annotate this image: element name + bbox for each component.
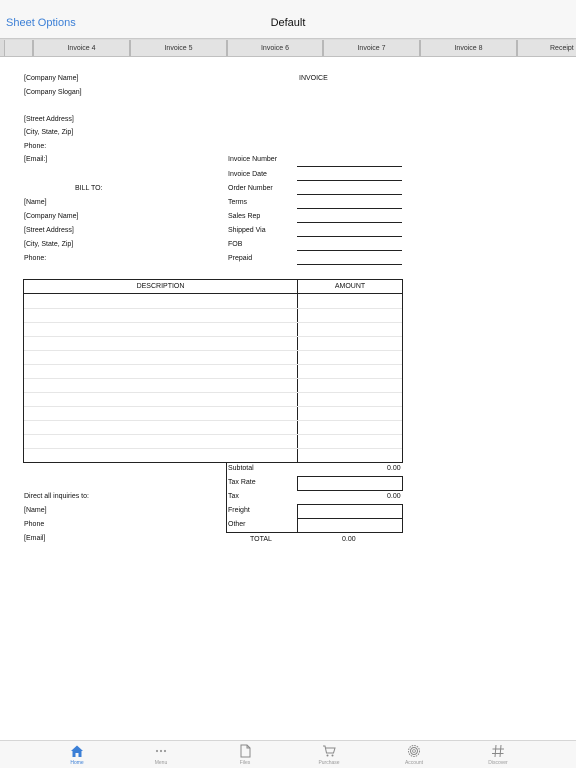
tabbar-files-label: Files	[239, 760, 251, 766]
bill-to-name[interactable]: [Name]	[24, 199, 47, 206]
tabbar-files[interactable]	[215, 744, 275, 766]
company-slogan[interactable]: [Company Slogan]	[24, 89, 82, 96]
fob-label: FOB	[228, 241, 243, 248]
total-label: TOTAL	[250, 536, 272, 543]
tab-invoice-7[interactable]: Invoice 7	[323, 40, 420, 57]
tax-label: Tax	[228, 493, 239, 500]
table-row	[24, 322, 402, 323]
sales-rep-field[interactable]	[297, 222, 402, 223]
tabbar-menu-label: Menu	[154, 760, 168, 766]
shipped-via-field[interactable]	[297, 236, 402, 237]
tab-invoice-5[interactable]: Invoice 5	[130, 40, 227, 57]
tax-rate-field[interactable]	[297, 476, 403, 491]
table-row	[24, 420, 402, 421]
invoice-title: INVOICE	[299, 75, 328, 82]
sheet-options-button[interactable]: Sheet Options	[6, 17, 76, 29]
prepaid-field[interactable]	[297, 264, 402, 265]
table-row	[24, 350, 402, 351]
inquiries-name[interactable]: [Name]	[24, 507, 47, 514]
company-name[interactable]: [Company Name]	[24, 75, 79, 82]
line-items-table[interactable]	[23, 279, 403, 463]
tabbar-menu[interactable]	[131, 744, 191, 766]
fob-field[interactable]	[297, 250, 402, 251]
sheet-tabs	[0, 38, 576, 57]
table-row	[24, 378, 402, 379]
cart-icon	[322, 744, 336, 758]
order-number-label: Order Number	[228, 185, 273, 192]
invoice-date-label: Invoice Date	[228, 171, 267, 178]
tab-receipt[interactable]: Receipt	[517, 40, 576, 57]
order-number-field[interactable]	[297, 194, 402, 195]
company-email[interactable]: [Email:]	[24, 156, 48, 163]
prepaid-label: Prepaid	[228, 255, 253, 262]
inquiries-heading: Direct all inquiries to:	[24, 493, 89, 500]
freight-field[interactable]	[297, 504, 403, 519]
hashtag-icon	[491, 744, 505, 758]
bill-to-phone[interactable]: Phone:	[24, 255, 47, 262]
tabbar-purchase[interactable]	[299, 744, 359, 766]
tabbar-purchase-label: Purchase	[318, 760, 340, 766]
bottom-tab-bar	[0, 740, 576, 768]
invoice-date-field[interactable]	[297, 180, 402, 181]
terms-field[interactable]	[297, 208, 402, 209]
bill-to-company[interactable]: [Company Name]	[24, 213, 79, 220]
freight-label: Freight	[228, 507, 250, 514]
page-title: Default	[270, 17, 306, 29]
table-row	[24, 434, 402, 435]
tab-invoice-4[interactable]: Invoice 4	[33, 40, 130, 57]
company-city[interactable]: [City, State, Zip]	[24, 129, 74, 136]
table-row	[24, 392, 402, 393]
tax-rate-label: Tax Rate	[228, 479, 256, 486]
subtotal-label: Subtotal	[228, 465, 254, 472]
tabbar-discover[interactable]	[468, 744, 528, 766]
terms-label: Terms	[228, 199, 248, 206]
table-row	[24, 308, 402, 309]
sales-rep-label: Sales Rep	[228, 213, 261, 220]
tab-invoice-6[interactable]: Invoice 6	[227, 40, 323, 57]
amount-column-header: AMOUNT	[334, 283, 366, 290]
inquiries-phone[interactable]: Phone	[24, 521, 45, 528]
home-icon	[70, 744, 84, 758]
totals-left-border	[226, 463, 227, 533]
bill-to-city[interactable]: [City, State, Zip]	[24, 241, 74, 248]
tabbar-account[interactable]	[384, 744, 444, 766]
tabbar-home-label: Home	[70, 760, 84, 766]
table-row	[24, 406, 402, 407]
company-phone[interactable]: Phone:	[24, 143, 47, 150]
other-field[interactable]	[297, 518, 403, 533]
table-row	[24, 448, 402, 449]
tab-invoice-8[interactable]: Invoice 8	[420, 40, 517, 57]
bill-to-heading: BILL TO:	[75, 185, 103, 192]
other-label: Other	[228, 521, 246, 528]
navigation-bar	[0, 0, 576, 40]
bill-to-street[interactable]: [Street Address]	[24, 227, 74, 234]
tabbar-account-label: Account	[404, 760, 424, 766]
subtotal-value: 0.00	[387, 465, 401, 472]
more-icon	[154, 744, 168, 758]
table-row	[24, 336, 402, 337]
tax-value: 0.00	[387, 493, 401, 500]
table-row	[24, 364, 402, 365]
total-value: 0.00	[342, 536, 356, 543]
tabbar-discover-label: Discover	[488, 760, 508, 766]
tab-partial[interactable]	[4, 40, 33, 57]
file-icon	[238, 744, 252, 758]
company-street[interactable]: [Street Address]	[24, 116, 74, 123]
invoice-number-label: Invoice Number	[228, 156, 278, 163]
invoice-number-field[interactable]	[297, 166, 402, 167]
inquiries-email[interactable]: [Email]	[24, 535, 46, 542]
description-column-header: DESCRIPTION	[136, 283, 185, 290]
shipped-via-label: Shipped Via	[228, 227, 266, 234]
tabbar-home[interactable]	[47, 744, 107, 766]
gear-icon	[407, 744, 421, 758]
